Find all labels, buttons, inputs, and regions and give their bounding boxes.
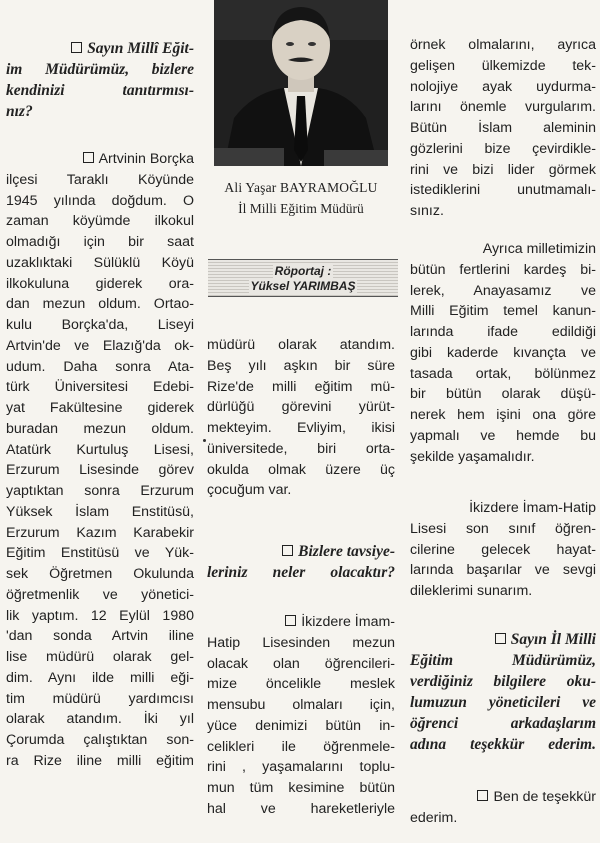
question-3 — [410, 629, 596, 755]
answer-line: Artvin'de ve Elazığ'da ok- — [6, 337, 194, 354]
answer-line: gibi kaderde kıvançta ve — [410, 344, 596, 361]
photo-caption — [207, 177, 395, 219]
answer-line: Artvinin Borçka — [6, 149, 194, 170]
portrait-image — [214, 0, 388, 166]
answer-line: Erzurum Lisesinde görev — [6, 462, 194, 479]
question-line: leriniz neler olacaktır? — [207, 564, 395, 581]
answer-line: olacak olan öğrencileri- — [207, 655, 395, 672]
answer-line: okulda olmak üzere üç — [207, 461, 395, 478]
answer-line: nerek hem işini ona göre — [410, 407, 596, 423]
answer-line: mekteyim. Evliyim, ikisi — [207, 420, 395, 436]
answer-line: Bütün İslam aleminin — [410, 120, 596, 136]
answer-line: yapmalı ve hemde bu — [410, 427, 596, 444]
caption-title: İl Milli Eğitim Müdürü — [238, 201, 364, 216]
answer-line: Lisesi son sınıf öğren- — [410, 520, 596, 537]
answer-line: tim müdürü yardımcısı — [6, 690, 194, 707]
answer-line: larında başarılar ve sevgi — [410, 562, 596, 579]
question-line: Sayın İl Milli — [410, 629, 596, 650]
checkbox-icon — [282, 545, 293, 556]
answer-3 — [410, 787, 596, 829]
answer-line: üniversitede, biri orta- — [207, 440, 395, 457]
answer-line: lerek, Anayasamız ve — [410, 282, 596, 299]
answer-line: larında ifade edildiği — [410, 324, 596, 340]
answer-line: olmadığı için bir saat — [6, 234, 194, 250]
caption-name: Ali Yaşar BAYRAMOĞLU — [224, 180, 378, 195]
answer-line: dim. Aynı ilde milli eği- — [6, 669, 194, 686]
answer-line: nolojiye ayak uydurma- — [410, 78, 596, 95]
answer-line: türk Üniversitesi Edebi- — [6, 379, 194, 396]
answer-line: hal ve hareketleriyle — [207, 800, 395, 817]
interview-box — [208, 259, 398, 297]
answer-line: Eğitim Enstitüsü ve Yük- — [6, 545, 194, 562]
question-line: Eğitim Müdürümüz, — [410, 652, 596, 669]
answer-2-continued — [410, 35, 596, 222]
answer-line: Çorumda çalıştıktan son- — [6, 732, 194, 748]
answer-line: mize öncelikle meslek — [207, 676, 395, 693]
checkbox-icon — [495, 633, 506, 644]
answer-line: Erzurum Kazım Karabekir — [6, 524, 194, 541]
checkbox-icon — [477, 790, 488, 801]
answer-2-paragraph-3 — [410, 498, 596, 602]
answer-line: buradan mezun oldum. — [6, 420, 194, 437]
answer-line: bir bütün olarak düşü- — [410, 386, 596, 403]
answer-line: Ben de teşekkür — [410, 787, 596, 808]
answer-line: dan mezun oldum. Ortao- — [6, 296, 194, 313]
answer-line: kulu Borçka'da, Liseyi — [6, 317, 194, 333]
answer-line: yaptıktan sonra Erzurum — [6, 483, 194, 499]
answer-line: 'dan sonda Artvin iline — [6, 628, 194, 645]
question-2 — [207, 541, 395, 583]
checkbox-icon — [83, 152, 94, 163]
answer-2 — [207, 612, 395, 820]
answer-line: ederim. — [410, 809, 458, 826]
interview-label: Röportaj : — [274, 264, 332, 278]
question-line: adına teşekkür ederim. — [410, 736, 596, 753]
answer-line: Beş yılı aşkın bir süre — [207, 357, 395, 374]
answer-line: bütün fertlerini kardeş bi- — [410, 261, 596, 278]
answer-line: sınız. — [410, 203, 444, 219]
answer-line: gözlerini bize çevirdikle- — [410, 140, 596, 157]
answer-line: yüce denimizi bütün in- — [207, 717, 395, 734]
answer-line: İkizdere İmam-Hatip — [469, 500, 596, 516]
answer-line: udum. Daha sonra Ata- — [6, 358, 194, 375]
answer-line: müdürü olarak atandım. — [207, 337, 395, 353]
question-line: nız? — [6, 103, 33, 120]
answer-line: Rize'de milli eğitim mü- — [207, 378, 395, 395]
answer-line: örnek olmalarını, ayrıca — [410, 37, 596, 53]
answer-line: larını önemle vurgularım. — [410, 99, 596, 116]
answer-line: 1945 yılında doğdum. O — [6, 192, 194, 209]
answer-line: lik yaptım. 12 Eylül 1980 — [6, 607, 194, 624]
answer-line: sek Öğretmen Okulunda — [6, 566, 194, 582]
answer-line: dileklerimi sunarım. — [410, 583, 533, 599]
answer-line: öğretmenlik ve yönetici- — [6, 586, 194, 603]
answer-line: yat Fakültesine giderek — [6, 400, 194, 416]
answer-1-continued — [207, 335, 395, 501]
answer-line: lise müdürü olarak gel- — [6, 649, 194, 665]
answer-line: celikleri ile öğrenmele- — [207, 738, 395, 755]
question-line: Bizlere tavsiye- — [207, 541, 395, 562]
answer-line: dürlüğü görevini yürüt- — [207, 399, 395, 416]
checkbox-icon — [285, 615, 296, 626]
answer-line: Hatip Lisesinden mezun — [207, 634, 395, 651]
answer-line: rini ve bizi lider görmek — [410, 161, 596, 178]
answer-line: Milli Eğitim temel kanun- — [410, 303, 596, 320]
question-line: im Müdürümüz, bizlere — [6, 61, 194, 78]
answer-line: zaman köyümde ilkokul — [6, 213, 194, 230]
question-line: verdiğiniz bilgilere oku- — [410, 673, 596, 690]
answer-line: istediklerini unutmamalı- — [410, 182, 596, 199]
checkbox-icon — [71, 42, 82, 53]
answer-line: ilkokuluna giderek ora- — [6, 275, 194, 292]
question-line: lumuzun yöneticileri ve — [410, 694, 596, 711]
answer-2-paragraph-2 — [410, 239, 596, 467]
question-line: Sayın Millî Eğit- — [6, 38, 194, 59]
answer-line: ra Rize iline milli eğitim — [6, 752, 194, 769]
answer-line: mensubu olmaları için, — [207, 697, 395, 713]
answer-line: mun tüm kesimine bütün — [207, 780, 395, 796]
answer-line: Atatürk Kurtuluş Lisesi, — [6, 441, 194, 458]
stray-dot — [203, 439, 206, 442]
answer-line: tasada ortak, bölünmez — [410, 365, 596, 382]
answer-line: şekilde yaşamalıdır. — [410, 448, 535, 465]
answer-line: Yüksek İslam Enstitüsü, — [6, 503, 194, 520]
answer-line: gelişen ülkemizde tek- — [410, 57, 596, 74]
answer-1 — [6, 149, 194, 772]
answer-line: rini , yaşamalarını toplu- — [207, 759, 395, 776]
answer-line: İkizdere İmam- — [207, 612, 395, 633]
portrait-photo — [214, 0, 388, 166]
question-line: kendinizi tanıtırmısı- — [6, 82, 194, 99]
answer-line: cilerine gelecek hayat- — [410, 541, 596, 558]
question-line: öğrenci arkadaşlarım — [410, 715, 596, 732]
question-1 — [6, 38, 194, 122]
interview-author: Yüksel YARIMBAŞ — [250, 279, 356, 293]
answer-line: ilçesi Taraklı Köyünde — [6, 171, 194, 188]
answer-line: Ayrıca milletimizin — [482, 241, 596, 257]
answer-line: olarak atandım. İki yıl — [6, 711, 194, 728]
answer-line: uzaklıktaki Sülüklü Köyü — [6, 254, 194, 271]
answer-line: çocuğum var. — [207, 482, 292, 499]
